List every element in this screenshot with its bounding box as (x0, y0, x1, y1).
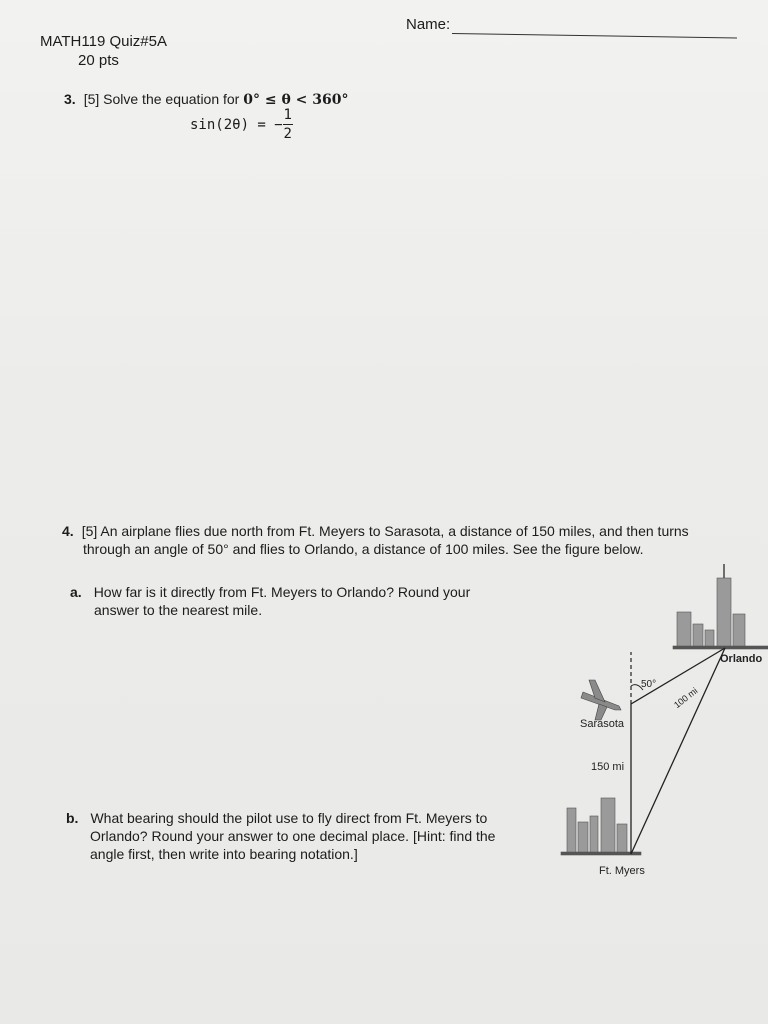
name-blank-line (452, 33, 737, 38)
question-4b-label: b. (66, 810, 79, 826)
leg-sarasota-orlando (631, 648, 725, 704)
question-4-line2: through an angle of 50° and flies to Orlando, a distance of 100 miles. See the figure below. (83, 541, 644, 557)
dist-orlando-label: 100 mi (672, 685, 700, 711)
ft-myers-skyline-icon (561, 798, 641, 855)
question-4b (66, 809, 495, 863)
question-4b-line3: angle first, then write into bearing notation.] (90, 846, 358, 862)
fraction-bar (283, 124, 293, 125)
question-4a-line1: How far is it directly from Ft. Meyers to Orlando? Round your (93, 584, 471, 600)
ft-myers-label: Ft. Myers (599, 865, 645, 877)
fraction-numerator: 1 (283, 107, 292, 123)
question-4a-line2: answer to the nearest mile. (94, 602, 263, 618)
question-4b-line1: What bearing should the pilot use to fly direct from Ft. Meyers to (90, 810, 488, 826)
flight-diagram (555, 560, 768, 890)
angle-label: 50° (641, 679, 657, 690)
question-3 (64, 90, 349, 109)
points-label: 20 pts (78, 52, 119, 69)
dist-sarasota-label: 150 mi (591, 761, 625, 773)
course-title: MATH119 Quiz#5A (40, 33, 167, 50)
equation-lhs: sin(2θ) = − (190, 116, 283, 133)
name-label: Name: (406, 16, 451, 33)
question-4b-line2: Orlando? Round your answer to one decimal place. [Hint: find the (90, 828, 496, 844)
orlando-skyline-icon (673, 564, 768, 649)
question-3-equation (190, 108, 293, 141)
question-4 (62, 522, 742, 558)
question-4-line1: [5] An airplane flies due north from Ft. Meyers to Sarasota, a distance of 150 miles, and then turns (81, 523, 689, 539)
sarasota-label: Sarasota (580, 718, 625, 730)
orlando-label: Orlando (720, 653, 763, 665)
question-4-number: 4. (62, 523, 74, 539)
airplane-icon (581, 680, 621, 720)
question-4a-label: a. (70, 584, 82, 600)
question-3-number: 3. (64, 91, 76, 107)
question-3-text: [5] Solve the equation for (83, 91, 240, 107)
question-4a (70, 583, 470, 619)
question-3-domain: 0° ≤ θ < 360° (243, 92, 349, 108)
equation-fraction (283, 108, 293, 141)
fraction-denominator: 2 (283, 126, 292, 142)
